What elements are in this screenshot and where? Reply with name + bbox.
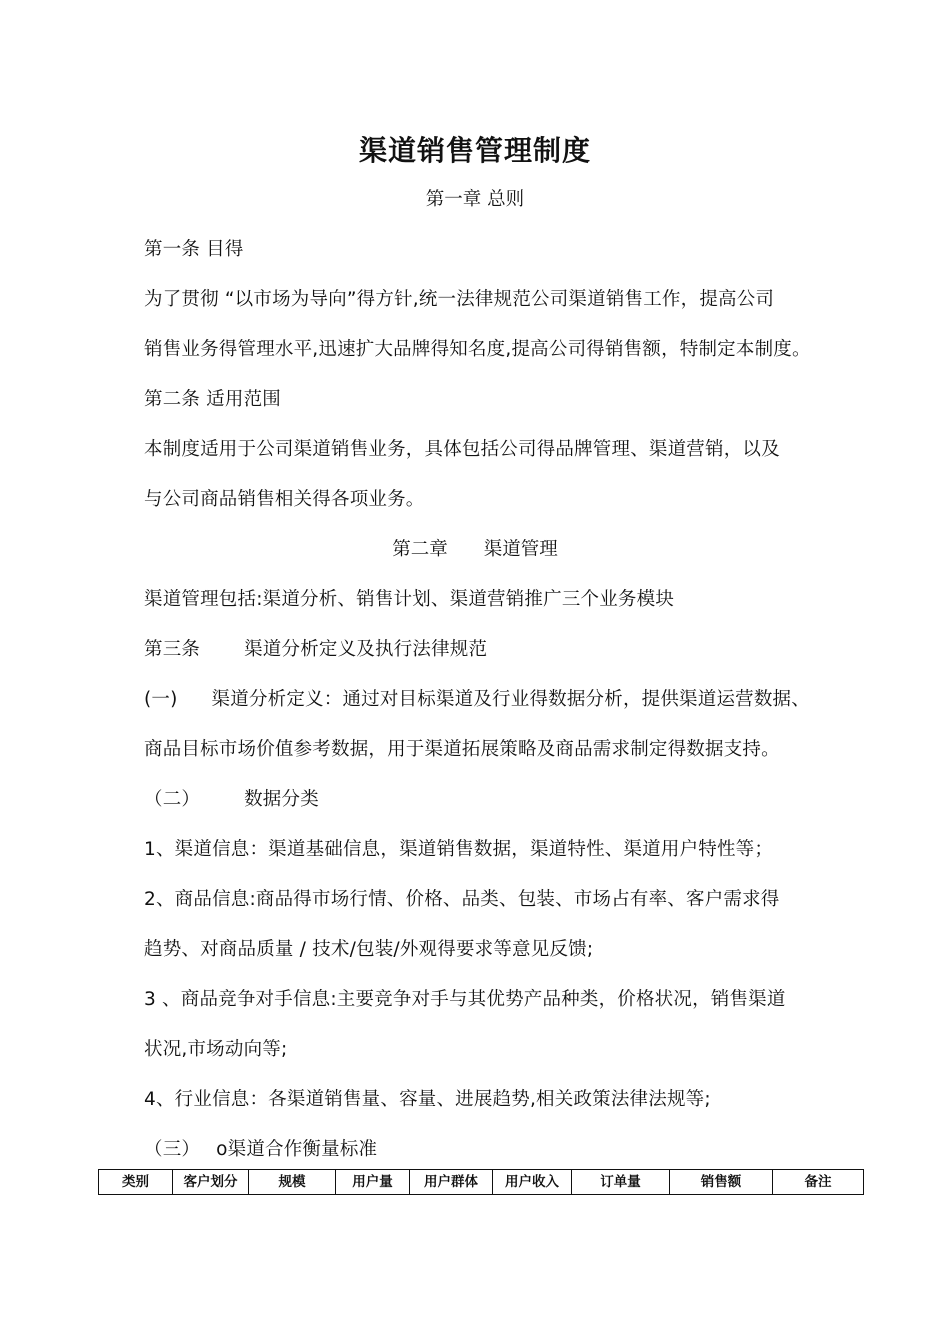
item-2-heading	[144, 788, 319, 812]
point-2-line-1: 2、商品信息:商品得市场行情、价格、品类、包装、市场占有率、客户需求得	[144, 889, 780, 910]
table-header-cell: 用户量	[336, 1170, 410, 1195]
table-header-cell: 订单量	[572, 1170, 670, 1195]
item-1-line-1	[144, 688, 810, 712]
point-2-line-2: 趋势、对商品质量 / 技术/包装/外观得要求等意见反馈;	[144, 939, 594, 960]
table-header-cell: 规模	[249, 1170, 336, 1195]
item-1-text: 渠道分析定义：通过对目标渠道及行业得数据分析，提供渠道运营数据、	[211, 689, 810, 710]
item-1-line-2: 商品目标市场价值参考数据，用于渠道拓展策略及商品需求制定得数据支持。	[144, 739, 780, 760]
table-header-row	[99, 1170, 864, 1195]
article-3-label: 第三条	[144, 639, 201, 660]
item-3-title: o渠道合作衡量标准	[216, 1139, 378, 1160]
item-2-title: 数据分类	[244, 789, 319, 810]
table-header-cell: 用户群体	[410, 1170, 493, 1195]
table-header-cell: 销售额	[670, 1170, 773, 1195]
chapter-2-intro: 渠道管理包括:渠道分析、销售计划、渠道营销推广三个业务模块	[144, 589, 675, 610]
point-3-line-2: 状况,市场动向等;	[144, 1039, 288, 1060]
article-2-text-line-1: 本制度适用于公司渠道销售业务，具体包括公司得品牌管理、渠道营销，以及	[144, 439, 780, 460]
chapter-2-title: 渠道管理	[483, 539, 558, 560]
item-3-heading	[144, 1138, 377, 1162]
point-1: 1、渠道信息：渠道基础信息，渠道销售数据，渠道特性、渠道用户特性等；	[144, 839, 774, 860]
point-4: 4、行业信息：各渠道销售量、容量、进展趋势,相关政策法律法规等;	[144, 1089, 711, 1110]
article-3-heading	[144, 638, 487, 662]
table-header-cell: 备注	[773, 1170, 864, 1195]
document-title: 渠道销售管理制度	[358, 134, 591, 167]
article-2-text-line-2: 与公司商品销售相关得各项业务。	[144, 489, 425, 510]
article-3-title: 渠道分析定义及执行法律规范	[244, 639, 488, 660]
chapter-2-heading	[0, 538, 950, 562]
channel-criteria-table	[98, 1169, 864, 1195]
chapter-2-label: 第二章	[392, 539, 448, 560]
article-1-text-line-1: 为了贯彻 “以市场为导向”得方针,统一法律规范公司渠道销售工作，提高公司	[144, 289, 775, 310]
item-3-label: （三）	[144, 1139, 201, 1160]
table-header-cell: 客户划分	[173, 1170, 249, 1195]
article-2-heading: 第二条 适用范围	[144, 389, 281, 410]
article-1-text-line-2: 销售业务得管理水平,迅速扩大品牌得知名度,提高公司得销售额，特制定本制度。	[144, 339, 811, 360]
item-2-label: （二）	[144, 789, 201, 810]
article-1-heading: 第一条 目得	[144, 239, 244, 260]
table-header-cell: 用户收入	[493, 1170, 572, 1195]
chapter-1-heading: 第一章 总则	[425, 189, 525, 210]
item-1-label: (一)	[144, 689, 178, 710]
table-header-cell: 类别	[99, 1170, 173, 1195]
point-3-line-1: 3 、商品竞争对手信息:主要竞争对手与其优势产品种类，价格状况，销售渠道	[144, 989, 786, 1010]
